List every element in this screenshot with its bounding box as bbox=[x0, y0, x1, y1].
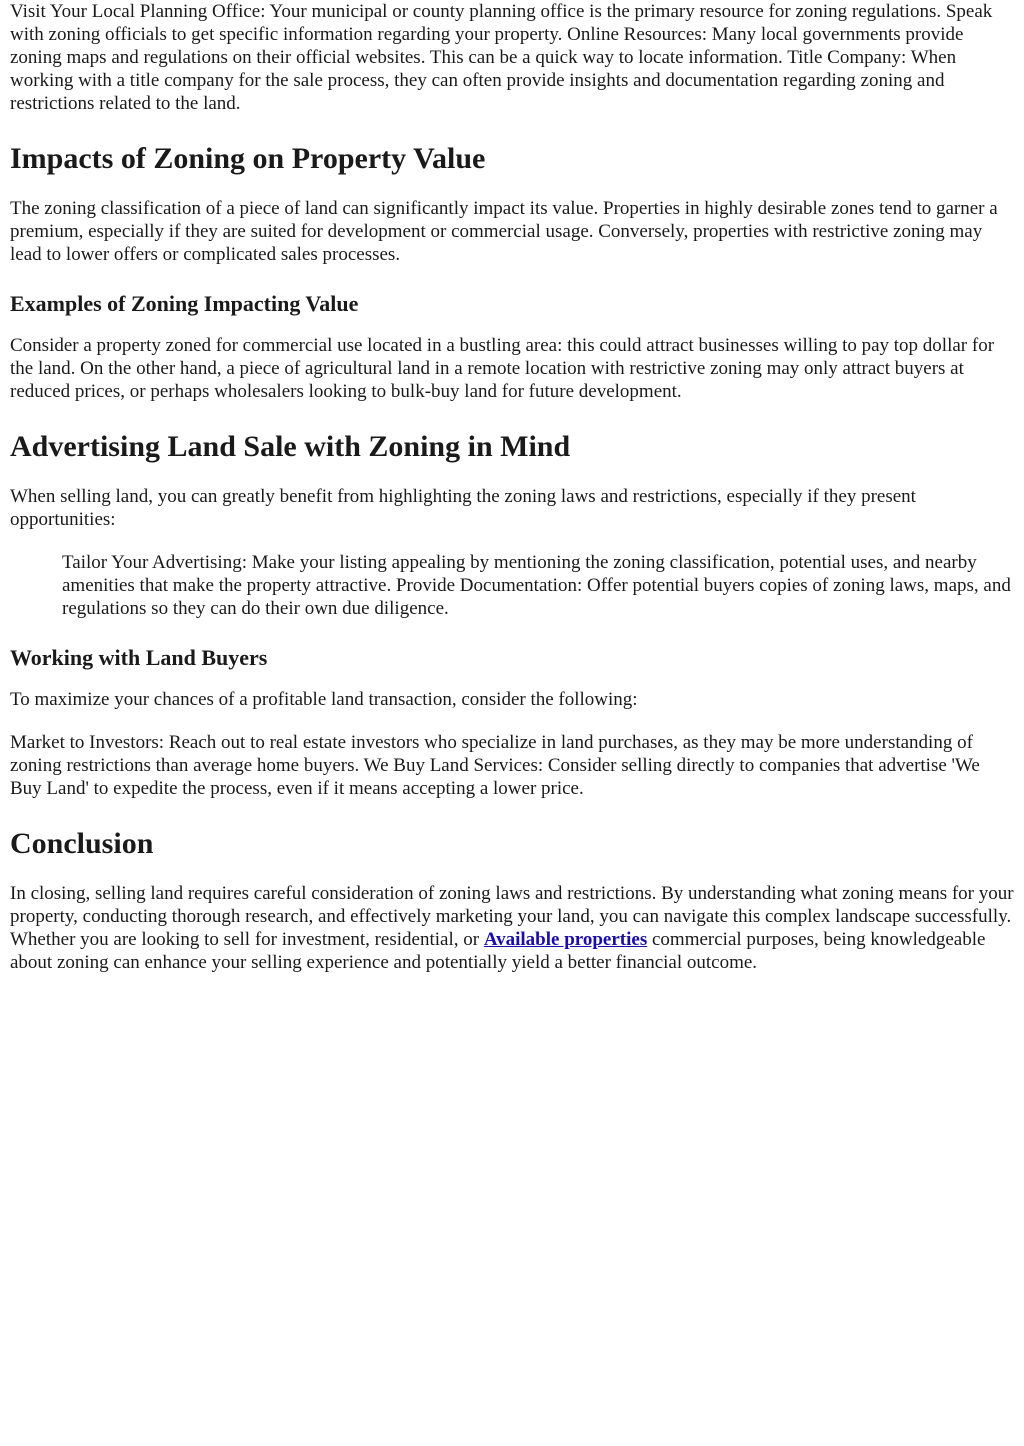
buyers-paragraph-1: To maximize your chances of a profitable land transaction, consider the following: bbox=[10, 689, 638, 710]
conclusion-text-before: In closing, selling land requires careful consideration of zoning laws and restrictions. By understanding what zoning means for your property, conducting thorough research, and effectively marketing your land, you can navigate this complex landscape successfully. Whether you are looking to sell for investment, residential, or bbox=[10, 883, 1014, 950]
impacts-paragraph: The zoning classification of a piece of land can significantly impact its value. Properties in highly desirable zones tend to garner a premium, especially if they are suited for development or commercial usage. Conversely, properties with restrictive zoning may lead to lower offers or complicated sales processes. bbox=[10, 198, 998, 265]
conclusion-text-after: commercial purposes, being knowledgeable about zoning can enhance your selling experience and potentially yield a better financial outcome. bbox=[10, 929, 986, 973]
examples-paragraph: Consider a property zoned for commercial use located in a bustling area: this could attract businesses willing to pay top dollar for the land. On the other hand, a piece of agricultural land in a remote location with restrictive zoning may only attract buyers at reduced prices, or perhaps wholesalers looking to bulk-buy land for future development. bbox=[10, 335, 995, 402]
buyers-paragraph-2: Market to Investors: Reach out to real estate investors who specialize in land purchases, as they may be more understanding of zoning restrictions than average home buyers. We Buy Land Services: Consider selling directly to companies that advertise 'We Buy Land' to expedite the process, even if it means accepting a lower price. bbox=[10, 732, 980, 799]
available-properties-link[interactable]: Available properties bbox=[483, 929, 648, 950]
impacts-heading: Impacts of Zoning on Property Value bbox=[10, 142, 486, 175]
buyers-heading: Working with Land Buyers bbox=[10, 645, 268, 670]
conclusion-heading: Conclusion bbox=[10, 827, 154, 860]
advertising-paragraph: When selling land, you can greatly benefit from highlighting the zoning laws and restrictions, especially if they present opportunities: bbox=[10, 486, 916, 530]
conclusion-paragraph bbox=[10, 882, 1014, 974]
intro-paragraph: Visit Your Local Planning Office: Your municipal or county planning office is the primary resource for zoning regulations. Speak with zoning officials to get specific information regarding your property. Online Resources: Many local governments provide zoning maps and regulations on their official websites. This can be a quick way to locate information. Title Company: When working with a title company for the sale process, they can often provide insights and documentation regarding zoning and restrictions related to the land. bbox=[10, 1, 993, 114]
examples-heading: Examples of Zoning Impacting Value bbox=[10, 291, 359, 316]
advertising-heading: Advertising Land Sale with Zoning in Mind bbox=[10, 430, 571, 463]
advertising-quote: Tailor Your Advertising: Make your listing appealing by mentioning the zoning classification, potential uses, and nearby amenities that make the property attractive. Provide Documentation: Offer potential buyers copies of zoning laws, maps, and regulations so they can do their own due diligence. bbox=[62, 552, 1011, 619]
